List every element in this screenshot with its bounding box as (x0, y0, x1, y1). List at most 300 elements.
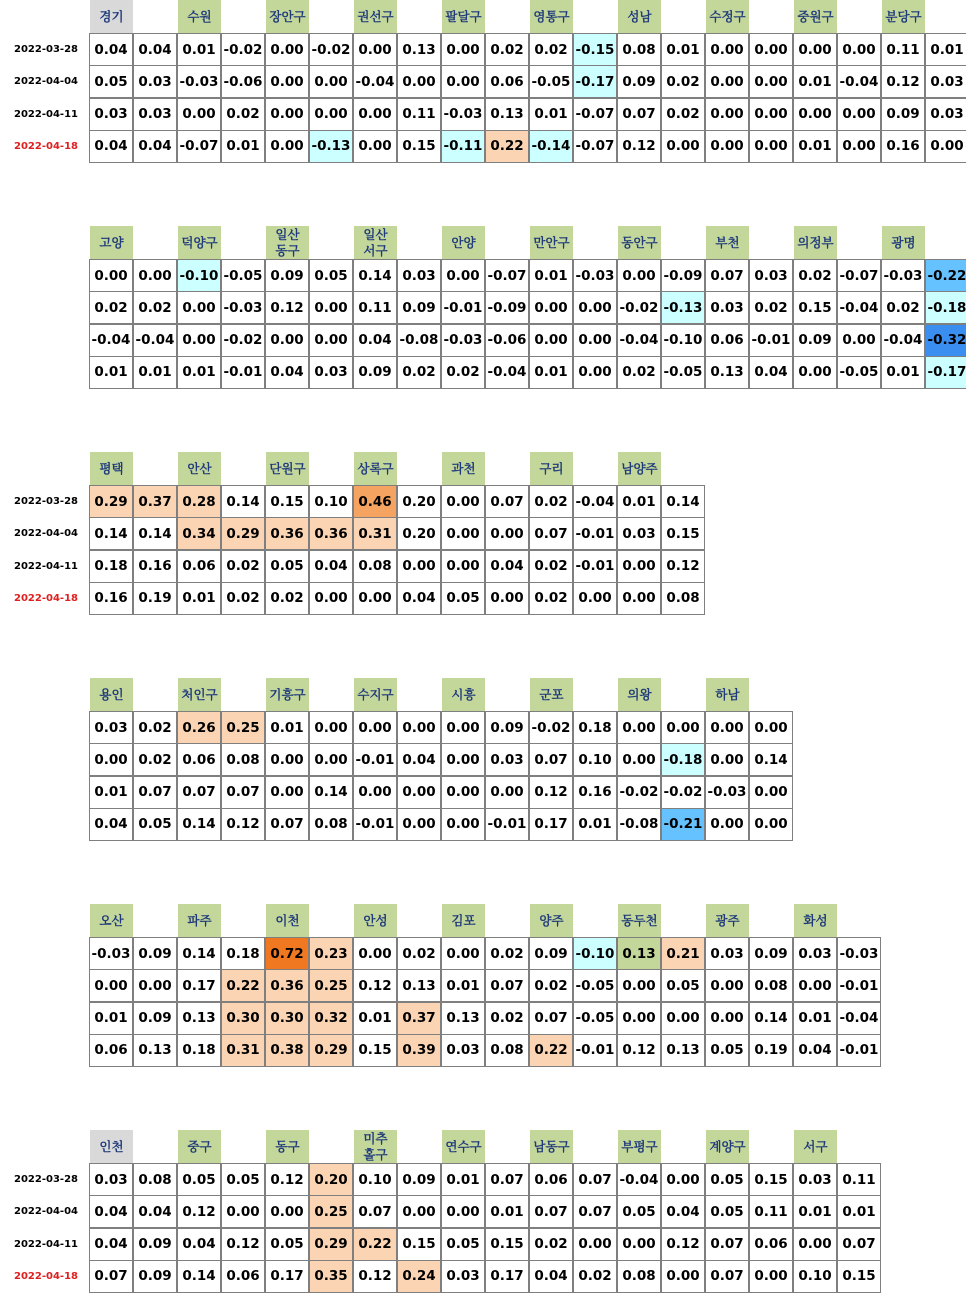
table-cell: 0.02 (529, 485, 573, 518)
table-cell: 0.09 (881, 98, 925, 131)
date-label: 2022-04-11 (14, 560, 78, 572)
table-cell: -0.05 (661, 356, 705, 389)
region-header: 처인구 (178, 678, 221, 712)
table-cell: 0.00 (749, 808, 793, 841)
table-cell: -0.01 (485, 808, 529, 841)
table-cell: 0.00 (265, 776, 309, 809)
date-label: 2022-04-04 (14, 76, 78, 88)
date-label: 2022-04-11 (14, 1238, 78, 1250)
table-cell: 0.18 (573, 711, 617, 744)
region-header: 권선구 (354, 0, 397, 34)
table-cell: 0.02 (397, 356, 441, 389)
table-cell: -0.03 (837, 937, 881, 970)
table-cell: 0.00 (661, 1163, 705, 1196)
table-cell: 0.00 (793, 98, 837, 131)
table-cell: 0.03 (133, 65, 177, 98)
table-cell: 0.08 (617, 1260, 661, 1293)
table-cell: 0.00 (441, 743, 485, 776)
table-cell: -0.08 (617, 808, 661, 841)
table-cell: 0.01 (573, 808, 617, 841)
table-cell: 0.15 (749, 1163, 793, 1196)
table-cell: 0.04 (89, 1228, 133, 1261)
table-cell: 0.05 (441, 1228, 485, 1261)
table-cell: 0.29 (221, 517, 265, 550)
table-cell: -0.03 (441, 324, 485, 357)
table-cell: 0.36 (309, 517, 353, 550)
table-cell: 0.04 (485, 550, 529, 583)
table-cell: 0.03 (705, 937, 749, 970)
table-cell: 0.23 (309, 937, 353, 970)
table-cell: 0.02 (485, 937, 529, 970)
table-cell: 0.05 (705, 1163, 749, 1196)
table-cell: 0.13 (397, 33, 441, 66)
table-cell: 0.07 (353, 1195, 397, 1228)
date-label: 2022-04-04 (14, 528, 78, 540)
table-cell: 0.02 (133, 291, 177, 324)
region-header: 동구 (266, 1130, 309, 1164)
table-cell: 0.08 (749, 969, 793, 1002)
table-cell: 0.04 (89, 33, 133, 66)
table-cell: 0.15 (661, 517, 705, 550)
table-cell: 0.39 (397, 1034, 441, 1067)
table-cell: 0.00 (353, 130, 397, 163)
table-cell: 0.38 (265, 1034, 309, 1067)
table-cell: 0.04 (793, 1034, 837, 1067)
table-cell: 0.01 (441, 1163, 485, 1196)
table-cell: 0.02 (573, 1260, 617, 1293)
table-cell: 0.30 (265, 1002, 309, 1035)
table-cell: 0.22 (221, 969, 265, 1002)
region-header: 동안구 (618, 226, 661, 260)
table-cell: 0.03 (925, 98, 966, 131)
table-cell: 0.22 (485, 130, 529, 163)
table-cell: 0.14 (177, 1260, 221, 1293)
table-cell: 0.00 (441, 776, 485, 809)
table-cell: 0.01 (793, 65, 837, 98)
table-cell: 0.00 (177, 324, 221, 357)
table-cell: 0.03 (397, 259, 441, 292)
table-cell: 0.11 (837, 1163, 881, 1196)
table-cell: 0.12 (661, 550, 705, 583)
table-cell: 0.12 (353, 969, 397, 1002)
table-cell: 0.00 (177, 291, 221, 324)
table-cell: 0.07 (265, 808, 309, 841)
region-header: 연수구 (442, 1130, 485, 1164)
table-cell: 0.05 (441, 582, 485, 615)
table-cell: 0.00 (309, 98, 353, 131)
date-label: 2022-04-18 (14, 1270, 78, 1282)
table-cell: -0.13 (661, 291, 705, 324)
table-cell: 0.00 (265, 1195, 309, 1228)
table-cell: 0.00 (353, 582, 397, 615)
table-cell: 0.19 (133, 582, 177, 615)
table-cell: 0.11 (881, 33, 925, 66)
table-cell: 0.12 (881, 65, 925, 98)
region-header: 수지구 (354, 678, 397, 712)
table-cell: 0.11 (397, 98, 441, 131)
table-cell: 0.00 (573, 291, 617, 324)
table-cell: -0.10 (573, 937, 617, 970)
table-cell: 0.30 (221, 1002, 265, 1035)
table-cell: 0.00 (441, 711, 485, 744)
table-cell: 0.00 (309, 743, 353, 776)
region-header: 화성 (794, 904, 837, 938)
table-cell: 0.16 (881, 130, 925, 163)
table-cell: 0.02 (529, 969, 573, 1002)
table-cell: 0.00 (441, 65, 485, 98)
region-header: 일산 동구 (266, 226, 309, 260)
table-cell: 0.01 (89, 1002, 133, 1035)
table-cell: 0.00 (617, 550, 661, 583)
table-cell: 0.02 (221, 98, 265, 131)
date-label: 2022-03-28 (14, 44, 78, 55)
table-cell: 0.04 (309, 550, 353, 583)
table-cell: -0.02 (529, 711, 573, 744)
table-cell: 0.04 (177, 1228, 221, 1261)
region-panel-1 (0, 0, 966, 165)
table-cell: 0.04 (749, 356, 793, 389)
region-panel-2 (0, 226, 966, 391)
table-cell: 0.00 (925, 130, 966, 163)
table-cell: 0.00 (89, 969, 133, 1002)
table-cell: -0.05 (573, 969, 617, 1002)
table-cell: 0.01 (617, 485, 661, 518)
region-header: 분당구 (882, 0, 925, 34)
table-cell: -0.06 (221, 65, 265, 98)
table-cell: 0.13 (441, 1002, 485, 1035)
table-cell: 0.07 (485, 969, 529, 1002)
region-header: 덕양구 (178, 226, 221, 260)
table-cell: 0.00 (617, 711, 661, 744)
table-cell: -0.01 (837, 1034, 881, 1067)
region-header: 일산 서구 (354, 226, 397, 260)
table-cell: -0.04 (881, 324, 925, 357)
table-cell: 0.07 (705, 1228, 749, 1261)
table-cell: 0.00 (397, 808, 441, 841)
table-cell: 0.00 (661, 711, 705, 744)
table-cell: 0.07 (485, 1163, 529, 1196)
table-cell: 0.17 (529, 808, 573, 841)
table-cell: 0.02 (749, 291, 793, 324)
table-cell: 0.00 (617, 582, 661, 615)
table-cell: 0.00 (309, 711, 353, 744)
table-cell: 0.32 (309, 1002, 353, 1035)
table-cell: 0.05 (661, 969, 705, 1002)
date-label: 2022-03-28 (14, 496, 78, 507)
table-cell: 0.02 (529, 1228, 573, 1261)
table-cell: 0.07 (177, 776, 221, 809)
table-cell: -0.02 (221, 33, 265, 66)
table-cell: -0.05 (837, 356, 881, 389)
table-cell: -0.03 (221, 291, 265, 324)
table-cell: 0.00 (397, 1195, 441, 1228)
table-cell: 0.36 (265, 969, 309, 1002)
table-cell: 0.00 (353, 776, 397, 809)
table-cell: -0.04 (617, 1163, 661, 1196)
table-cell: 0.00 (749, 130, 793, 163)
table-cell: 0.12 (265, 291, 309, 324)
table-cell: 0.20 (309, 1163, 353, 1196)
table-cell: -0.18 (925, 291, 966, 324)
table-cell: 0.00 (705, 743, 749, 776)
table-cell: 0.28 (177, 485, 221, 518)
table-cell: 0.00 (573, 324, 617, 357)
table-cell: 0.06 (221, 1260, 265, 1293)
region-header: 구리 (530, 452, 573, 486)
table-cell: 0.00 (89, 743, 133, 776)
table-cell: 0.00 (837, 130, 881, 163)
table-cell: -0.02 (221, 324, 265, 357)
table-cell: -0.01 (837, 969, 881, 1002)
table-cell: -0.04 (837, 1002, 881, 1035)
region-header: 평택 (90, 452, 133, 486)
region-header: 하남 (706, 678, 749, 712)
table-cell: 0.00 (617, 1228, 661, 1261)
table-cell: 0.13 (705, 356, 749, 389)
table-cell: 0.08 (485, 1034, 529, 1067)
region-header: 상록구 (354, 452, 397, 486)
table-cell: 0.06 (177, 743, 221, 776)
table-cell: 0.16 (89, 582, 133, 615)
table-cell: 0.05 (133, 808, 177, 841)
region-header: 팔달구 (442, 0, 485, 34)
table-cell: 0.04 (133, 1195, 177, 1228)
table-cell: 0.12 (617, 1034, 661, 1067)
table-cell: 0.14 (133, 517, 177, 550)
table-cell: 0.11 (353, 291, 397, 324)
table-cell: -0.08 (397, 324, 441, 357)
region-header: 양주 (530, 904, 573, 938)
table-cell: 0.07 (529, 517, 573, 550)
table-cell: -0.07 (485, 259, 529, 292)
table-cell: 0.37 (397, 1002, 441, 1035)
table-cell: 0.00 (793, 969, 837, 1002)
table-cell: 0.02 (133, 743, 177, 776)
table-cell: 0.09 (397, 1163, 441, 1196)
table-cell: 0.00 (441, 550, 485, 583)
region-header: 부평구 (618, 1130, 661, 1164)
region-header: 수원 (178, 0, 221, 34)
table-cell: 0.09 (749, 937, 793, 970)
table-cell: 0.12 (353, 1260, 397, 1293)
table-cell: 0.03 (617, 517, 661, 550)
region-header: 이천 (266, 904, 309, 938)
table-cell: 0.35 (309, 1260, 353, 1293)
table-cell: -0.13 (309, 130, 353, 163)
table-cell: 0.12 (529, 776, 573, 809)
table-cell: 0.15 (837, 1260, 881, 1293)
table-cell: 0.09 (529, 937, 573, 970)
table-cell: 0.46 (353, 485, 397, 518)
table-cell: 0.01 (177, 356, 221, 389)
table-cell: 0.09 (133, 1002, 177, 1035)
table-cell: 0.17 (485, 1260, 529, 1293)
table-cell: 0.06 (177, 550, 221, 583)
table-cell: 0.05 (89, 65, 133, 98)
table-cell: -0.15 (573, 33, 617, 66)
table-cell: 0.08 (353, 550, 397, 583)
table-cell: 0.05 (617, 1195, 661, 1228)
table-cell: -0.14 (529, 130, 573, 163)
table-cell: 0.01 (529, 356, 573, 389)
table-cell: -0.03 (705, 776, 749, 809)
table-cell: 0.25 (221, 711, 265, 744)
table-cell: 0.02 (221, 582, 265, 615)
table-cell: 0.00 (309, 65, 353, 98)
table-cell: -0.22 (925, 259, 966, 292)
table-cell: 0.00 (265, 743, 309, 776)
region-header: 만안구 (530, 226, 573, 260)
table-cell: 0.13 (485, 98, 529, 131)
table-cell: 0.00 (705, 33, 749, 66)
table-cell: -0.04 (837, 65, 881, 98)
table-cell: 0.04 (133, 33, 177, 66)
table-cell: 0.00 (705, 808, 749, 841)
table-cell: 0.14 (89, 517, 133, 550)
table-cell: 0.00 (617, 1002, 661, 1035)
table-cell: 0.14 (309, 776, 353, 809)
table-cell: 0.16 (573, 776, 617, 809)
table-cell: 0.04 (265, 356, 309, 389)
table-cell: 0.00 (705, 969, 749, 1002)
table-cell: 0.07 (485, 485, 529, 518)
region-header: 광주 (706, 904, 749, 938)
table-cell: 0.07 (529, 1002, 573, 1035)
table-cell: 0.15 (793, 291, 837, 324)
table-cell: 0.01 (793, 1195, 837, 1228)
table-cell: 0.06 (485, 65, 529, 98)
table-cell: 0.00 (353, 33, 397, 66)
table-cell: 0.01 (177, 582, 221, 615)
table-cell: -0.06 (485, 324, 529, 357)
table-cell: -0.03 (177, 65, 221, 98)
table-cell: 0.07 (573, 1163, 617, 1196)
table-cell: 0.00 (397, 776, 441, 809)
region-header: 중원구 (794, 0, 837, 34)
table-cell: 0.10 (793, 1260, 837, 1293)
table-cell: 0.02 (221, 550, 265, 583)
table-cell: 0.01 (837, 1195, 881, 1228)
table-cell: 0.00 (397, 550, 441, 583)
table-cell: 0.26 (177, 711, 221, 744)
table-cell: 0.01 (529, 98, 573, 131)
table-cell: 0.14 (221, 485, 265, 518)
table-cell: 0.31 (221, 1034, 265, 1067)
table-cell: 0.00 (485, 776, 529, 809)
table-cell: 0.01 (925, 33, 966, 66)
region-header: 의왕 (618, 678, 661, 712)
table-cell: 0.05 (705, 1195, 749, 1228)
table-cell: 0.02 (661, 65, 705, 98)
table-cell: 0.09 (133, 1260, 177, 1293)
table-cell: -0.11 (441, 130, 485, 163)
table-cell: -0.01 (221, 356, 265, 389)
table-cell: 0.07 (89, 1260, 133, 1293)
region-header: 안양 (442, 226, 485, 260)
region-panel-6 (0, 1130, 966, 1295)
table-cell: 0.00 (265, 98, 309, 131)
table-cell: -0.04 (353, 65, 397, 98)
table-cell: 0.01 (793, 130, 837, 163)
table-cell: -0.10 (661, 324, 705, 357)
table-cell: 0.03 (485, 743, 529, 776)
table-cell: 0.14 (177, 937, 221, 970)
table-cell: 0.25 (309, 1195, 353, 1228)
table-cell: -0.17 (925, 356, 966, 389)
table-cell: 0.03 (705, 291, 749, 324)
table-cell: -0.01 (353, 808, 397, 841)
table-cell: -0.17 (573, 65, 617, 98)
table-cell: 0.08 (133, 1163, 177, 1196)
table-cell: 0.03 (749, 259, 793, 292)
table-cell: 0.29 (89, 485, 133, 518)
table-cell: 0.01 (793, 1002, 837, 1035)
region-header: 계양구 (706, 1130, 749, 1164)
table-cell: 0.12 (221, 1228, 265, 1261)
table-cell: 0.12 (265, 1163, 309, 1196)
table-cell: 0.29 (309, 1034, 353, 1067)
region-header: 서구 (794, 1130, 837, 1164)
table-cell: 0.09 (265, 259, 309, 292)
table-cell: 0.02 (441, 356, 485, 389)
table-cell: 0.00 (837, 33, 881, 66)
region-header: 인천 (90, 1130, 133, 1164)
date-label: 2022-03-28 (14, 1174, 78, 1185)
table-cell: 0.20 (397, 517, 441, 550)
table-cell: 0.14 (661, 485, 705, 518)
table-cell: -0.09 (485, 291, 529, 324)
table-cell: 0.03 (89, 1163, 133, 1196)
table-cell: 0.00 (705, 711, 749, 744)
table-cell: -0.04 (485, 356, 529, 389)
table-cell: 0.00 (309, 291, 353, 324)
table-cell: 0.10 (353, 1163, 397, 1196)
table-cell: 0.14 (749, 1002, 793, 1035)
table-cell: 0.01 (133, 356, 177, 389)
region-header: 광명 (882, 226, 925, 260)
table-cell: 0.16 (133, 550, 177, 583)
table-cell: 0.29 (309, 1228, 353, 1261)
region-header: 경기 (90, 0, 133, 34)
table-cell: 0.09 (353, 356, 397, 389)
table-cell: 0.00 (705, 98, 749, 131)
region-header: 김포 (442, 904, 485, 938)
table-cell: 0.00 (793, 33, 837, 66)
table-cell: 0.12 (177, 1195, 221, 1228)
table-cell: 0.07 (529, 1195, 573, 1228)
region-header: 파주 (178, 904, 221, 938)
table-cell: 0.12 (661, 1228, 705, 1261)
table-cell: -0.07 (837, 259, 881, 292)
table-cell: 0.00 (749, 1260, 793, 1293)
table-cell: 0.00 (265, 130, 309, 163)
region-header: 고양 (90, 226, 133, 260)
table-cell: 0.05 (309, 259, 353, 292)
table-cell: 0.07 (221, 776, 265, 809)
region-header: 오산 (90, 904, 133, 938)
table-cell: 0.00 (529, 324, 573, 357)
table-cell: 0.04 (397, 743, 441, 776)
table-cell: 0.00 (353, 98, 397, 131)
table-cell: -0.07 (573, 130, 617, 163)
table-cell: 0.00 (573, 582, 617, 615)
table-cell: 0.01 (353, 1002, 397, 1035)
table-cell: 0.03 (133, 98, 177, 131)
table-cell: 0.00 (133, 259, 177, 292)
table-cell: 0.31 (353, 517, 397, 550)
region-panel-3 (0, 452, 966, 617)
table-cell: 0.07 (705, 1260, 749, 1293)
